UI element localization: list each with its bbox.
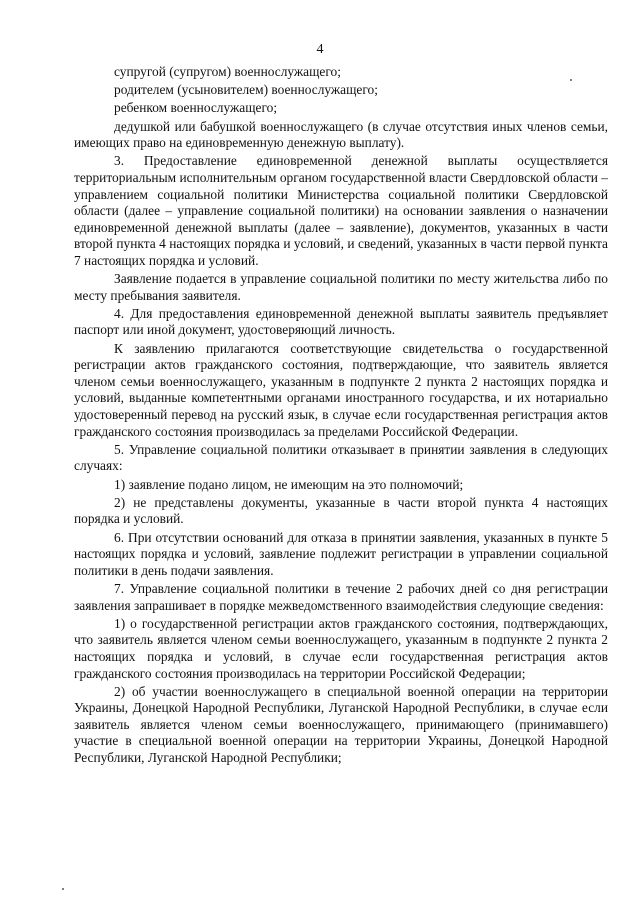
paragraph-5: 5. Управление социальной политики отказывает в принятии заявления в следующих случаях:: [74, 441, 608, 474]
paragraph-5-item-2: 2) не представлены документы, указанные в части второй пункта 4 настоящих порядка и условий.: [74, 494, 608, 527]
list-item-child: ребенком военнослужащего;: [114, 100, 278, 116]
paragraph-6: 6. При отсутствии оснований для отказа в принятии заявления, указанных в пункте 5 настоящих порядка и условий, заявление подлежит регистрации в управлении социальной политики в день подачи заявления.: [74, 529, 608, 578]
paragraph-5-item-1: 1) заявление подано лицом, не имеющим на это полномочий;: [114, 476, 464, 492]
paragraph-4: 4. Для предоставления единовременной денежной выплаты заявитель предъявляет паспорт или иной документ, удостоверяющий личность.: [74, 305, 608, 338]
paragraph-application-submission: Заявление подается в управление социальной политики по месту жительства либо по месту пребывания заявителя.: [74, 271, 608, 303]
scan-speck: [570, 79, 572, 81]
list-item-spouse: супругой (супругом) военнослужащего;: [114, 64, 341, 79]
paragraph-4-attachments: К заявлению прилагаются соответствующие свидетельства о государственной регистрации актов гражданского состояния, подтверждающие, что заявитель является членом семьи военнослужащего, указанным в подпункте 2 пункта 2 настоящих порядка и условий, выданные компетентными органами иностранного государства, и их нотариально удостоверенный перевод на русский язык, в случае если государственная регистрация актов гражданского состояния производилась за пределами Российской Федерации.: [74, 340, 608, 439]
scan-speck: [62, 888, 64, 890]
list-item-grandparent: дедушкой или бабушкой военнослужащего (в случае отсутствия иных членов семьи, имеющих право на единовременную денежную выплату).: [74, 118, 608, 151]
paragraph-7: 7. Управление социальной политики в течение 2 рабочих дней со дня регистрации заявления запрашивает в порядке межведомственного взаимодействия следующие сведения:: [74, 580, 608, 613]
paragraph-7-item-2: 2) об участии военнослужащего в специальной военной операции на территории Украины, Донецкой Народной Республики, Луганской Народной Республики, в случае если заявитель является членом семьи военнослужащего, принимающего (принимавшего) участие в специальной военной операции на территории Украины, Донецкой Народной Республики, Луганской Народной Республики;: [74, 683, 608, 766]
document-body: [74, 64, 608, 768]
page-number: 4: [316, 42, 324, 57]
list-item-parent: родителем (усыновителем) военнослужащего;: [114, 82, 378, 98]
paragraph-7-item-1: 1) о государственной регистрации актов гражданского состояния, подтверждающих, что заявитель является членом семьи военнослужащего, указанным в подпункте 2 пункта 2 настоящих порядка и условий, в случае если государственная регистрация актов гражданского состояния производилась на территории Российской Федерации;: [74, 615, 608, 681]
paragraph-3: 3. Предоставление единовременной денежной выплаты осуществляется территориальным исполнительным органом государственной власти Свердловской области – управлением социальной политики Министерства социальной политики Свердловской области (далее – управление социальной политики) на основании заявления о назначении единовременной денежной выплаты (далее – заявление), документов, указанных в части второй пункта 4 настоящих порядка и условий, и сведений, указанных в части первой пункта 7 настоящих порядка и условий.: [74, 153, 608, 268]
